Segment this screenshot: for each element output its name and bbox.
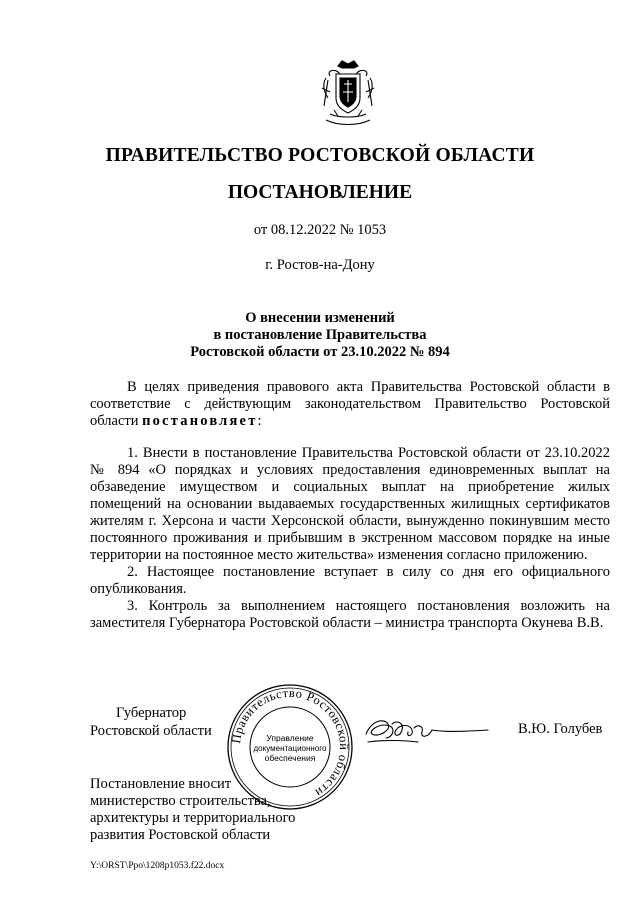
signatory-position — [90, 704, 212, 740]
decree-items — [90, 445, 610, 632]
decree-item: 2. Настоящее постановление вступает в силу со дня его официального опубликования. — [90, 564, 610, 597]
government-title: ПРАВИТЕЛЬСТВО РОСТОВСКОЙ ОБЛАСТИ — [105, 145, 535, 166]
position-line: Губернатор — [116, 705, 187, 721]
position-line: Ростовской области — [90, 723, 212, 739]
decree-item: 1. Внести в постановление Правительства Ростовской области от 23.10.2022 № 894 «О порядках и условиях предоставления единовременных выплат на обзаведение имуществом и социальных выплат на приобретение жилых помещений на основании выдаваемых государственных жилищных сертификатов жителям г. Херсона и части Херсонской области, вынужденно покинувшим место постоянного проживания и прибывшим в экстренном массовом порядке на иные территории на постоянное место жительства» изменения согласно приложению. — [90, 445, 610, 563]
date-and-number: от 08.12.2022 № 1053 — [253, 222, 387, 238]
stamp-inner-line: документационного — [253, 744, 327, 753]
preamble-colon: : — [257, 413, 262, 429]
coat-of-arms-icon — [316, 58, 380, 128]
document-subject — [0, 310, 640, 361]
subject-line: О внесении изменений — [245, 310, 395, 326]
preamble-paragraph — [90, 379, 610, 430]
stamp-inner-line: обеспечения — [264, 753, 316, 763]
handwritten-signature-icon — [362, 712, 492, 752]
stamp-inner-line: Управление — [266, 733, 314, 743]
submitted-line: развития Ростовской области — [90, 827, 271, 843]
document-type: ПОСТАНОВЛЕНИЕ — [227, 182, 413, 203]
submitted-line: министерство строительства, — [90, 793, 271, 809]
signer-name: В.Ю. Голубев — [518, 721, 603, 737]
city: г. Ростов-на-Дону — [265, 257, 375, 273]
submitted-line: Постановление вносит — [90, 776, 232, 792]
submitted-line: архитектуры и территориального — [90, 810, 296, 826]
file-path: Y:\ORST\Ppo\1208p1053.f22.docx — [90, 861, 225, 871]
subject-line: в постановление Правительства — [213, 327, 427, 343]
submitted-by — [90, 776, 295, 844]
stamp-ring-text: Правительство Ростовской области — [229, 685, 352, 801]
decree-word: постановляет — [142, 413, 258, 429]
subject-line: Ростовской области от 23.10.2022 № 894 — [190, 344, 450, 360]
decree-item: 3. Контроль за выполнением настоящего постановления возложить на заместителя Губернатора Ростовской области – министра транспорта Окунева В.В. — [90, 598, 610, 631]
preamble-text: В целях приведения правового акта Правительства Ростовской области в соответствие с действующим законодательством Правительство Ростовской области — [90, 379, 610, 429]
